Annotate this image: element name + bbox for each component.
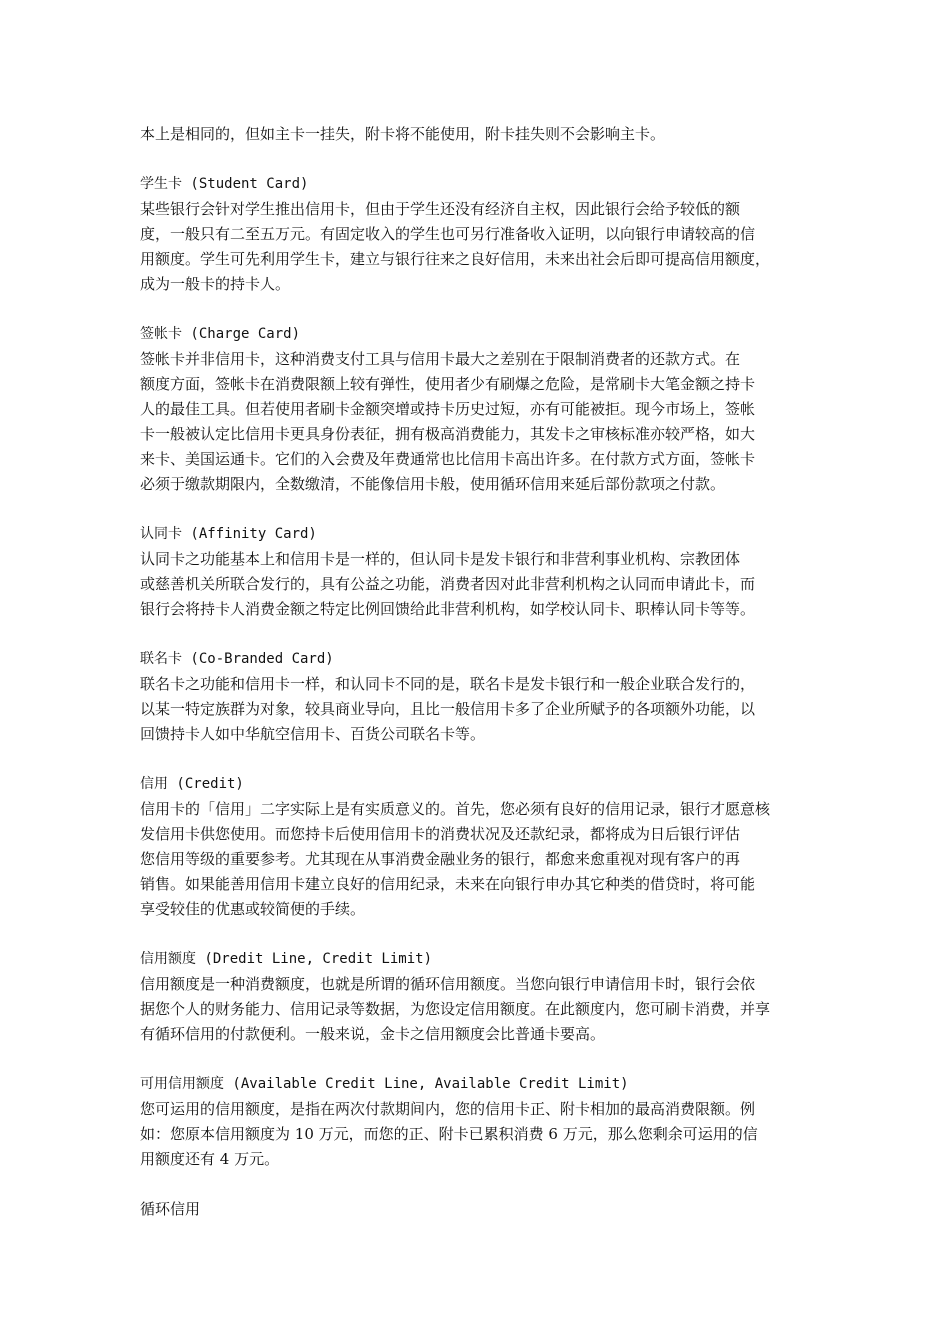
paragraph-gap [140,147,820,172]
paragraph-gap [140,297,820,322]
section-heading: 循环信用 [140,1200,201,1218]
section-credit-line [140,947,820,1047]
paragraph-line: 享受较佳的优惠或较简便的手续。 [140,900,366,918]
section-heading: 学生卡 (Student Card) [140,176,309,192]
paragraph-line: 回馈持卡人如中华航空信用卡、百货公司联名卡等。 [140,725,486,743]
paragraph-line: 以某一特定族群为对象，较具商业导向，且比一般信用卡多了企业所赋予的各项额外功能，以 [140,700,756,718]
paragraph-line: 用额度。学生可先利用学生卡，建立与银行往来之良好信用，未来出社会后即可提高信用额度， [140,250,771,268]
paragraph-line: 来卡、美国运通卡。它们的入会费及年费通常也比信用卡高出许多。在付款方式方面，签帐卡 [140,450,756,468]
paragraph-line: 成为一般卡的持卡人。 [140,275,291,293]
section-heading: 可用信用额度 (Available Credit Line, Available Credit Limit) [140,1076,629,1092]
paragraph-line: 签帐卡并非信用卡，这种消费支付工具与信用卡最大之差别在于限制消费者的还款方式。在 [140,350,741,368]
section-student-card [140,172,820,297]
paragraph-line: 联名卡之功能和信用卡一样，和认同卡不同的是，联名卡是发卡银行和一般企业联合发行的， [140,675,756,693]
intro-paragraph [140,122,820,147]
section-heading: 信用额度 (Dredit Line, Credit Limit) [140,951,433,967]
section-heading: 信用 (Credit) [140,776,244,792]
section-available-credit-line [140,1072,820,1172]
paragraph-line: 卡一般被认定比信用卡更具身份表征，拥有极高消费能力，其发卡之审核标准亦较严格，如大 [140,425,756,443]
paragraph-line: 有循环信用的付款便利。一般来说，金卡之信用额度会比普通卡要高。 [140,1025,606,1043]
paragraph-line: 本上是相同的，但如主卡一挂失，附卡将不能使用，附卡挂失则不会影响主卡。 [140,125,666,143]
section-charge-card [140,322,820,497]
paragraph-gap [140,747,820,772]
paragraph-line: 必须于缴款期限内，全数缴清，不能像信用卡般，使用循环信用来延后部份款项之付款。 [140,475,726,493]
document-page [140,122,820,1222]
section-affinity-card [140,522,820,622]
paragraph-line: 某些银行会针对学生推出信用卡，但由于学生还没有经济自主权，因此银行会给予较低的额 [140,200,741,218]
paragraph-line: 认同卡之功能基本上和信用卡是一样的，但认同卡是发卡银行和非营利事业机构、宗教团体 [140,550,741,568]
paragraph-line: 信用卡的「信用」二字实际上是有实质意义的。首先，您必须有良好的信用记录，银行才愿意核 [140,800,771,818]
paragraph-line: 您可运用的信用额度，是指在两次付款期间内，您的信用卡正、附卡相加的最高消费限额。例 [140,1100,756,1118]
section-revolving-credit [140,1197,820,1222]
paragraph-line: 信用额度是一种消费额度，也就是所谓的循环信用额度。当您向银行申请信用卡时，银行会依 [140,975,756,993]
paragraph-line: 您信用等级的重要参考。尤其现在从事消费金融业务的银行，都愈来愈重视对现有客户的再 [140,850,741,868]
paragraph-line: 人的最佳工具。但若使用者刷卡金额突增或持卡历史过短，亦有可能被拒。现今市场上，签帐 [140,400,756,418]
paragraph-gap [140,1047,820,1072]
section-credit [140,772,820,922]
paragraph-line: 发信用卡供您使用。而您持卡后使用信用卡的消费状况及还款纪录，都将成为日后银行评估 [140,825,741,843]
paragraph-gap [140,922,820,947]
paragraph-line: 销售。如果能善用信用卡建立良好的信用纪录，未来在向银行申办其它种类的借贷时，将可能 [140,875,756,893]
paragraph-line: 银行会将持卡人消费金额之特定比例回馈给此非营利机构，如学校认同卡、职棒认同卡等等。 [140,600,756,618]
paragraph-gap [140,497,820,522]
section-co-branded-card [140,647,820,747]
paragraph-gap [140,622,820,647]
paragraph-gap [140,1172,820,1197]
paragraph-line: 度，一般只有二至五万元。有固定收入的学生也可另行准备收入证明，以向银行申请较高的信 [140,225,756,243]
section-heading: 联名卡 (Co-Branded Card) [140,651,334,667]
paragraph-line: 或慈善机关所联合发行的，具有公益之功能，消费者因对此非营利机构之认同而申请此卡，而 [140,575,756,593]
paragraph-line: 如：您原本信用额度为 10 万元，而您的正、附卡已累积消费 6 万元，那么您剩余可运用的信 [140,1125,758,1143]
section-heading: 签帐卡 (Charge Card) [140,326,301,342]
paragraph-line: 额度方面，签帐卡在消费限额上较有弹性，使用者少有刷爆之危险，是常刷卡大笔金额之持卡 [140,375,756,393]
paragraph-line: 据您个人的财务能力、信用记录等数据，为您设定信用额度。在此额度内，您可刷卡消费，并享 [140,1000,771,1018]
paragraph-line: 用额度还有 4 万元。 [140,1150,280,1168]
section-heading: 认同卡 (Affinity Card) [140,526,317,542]
